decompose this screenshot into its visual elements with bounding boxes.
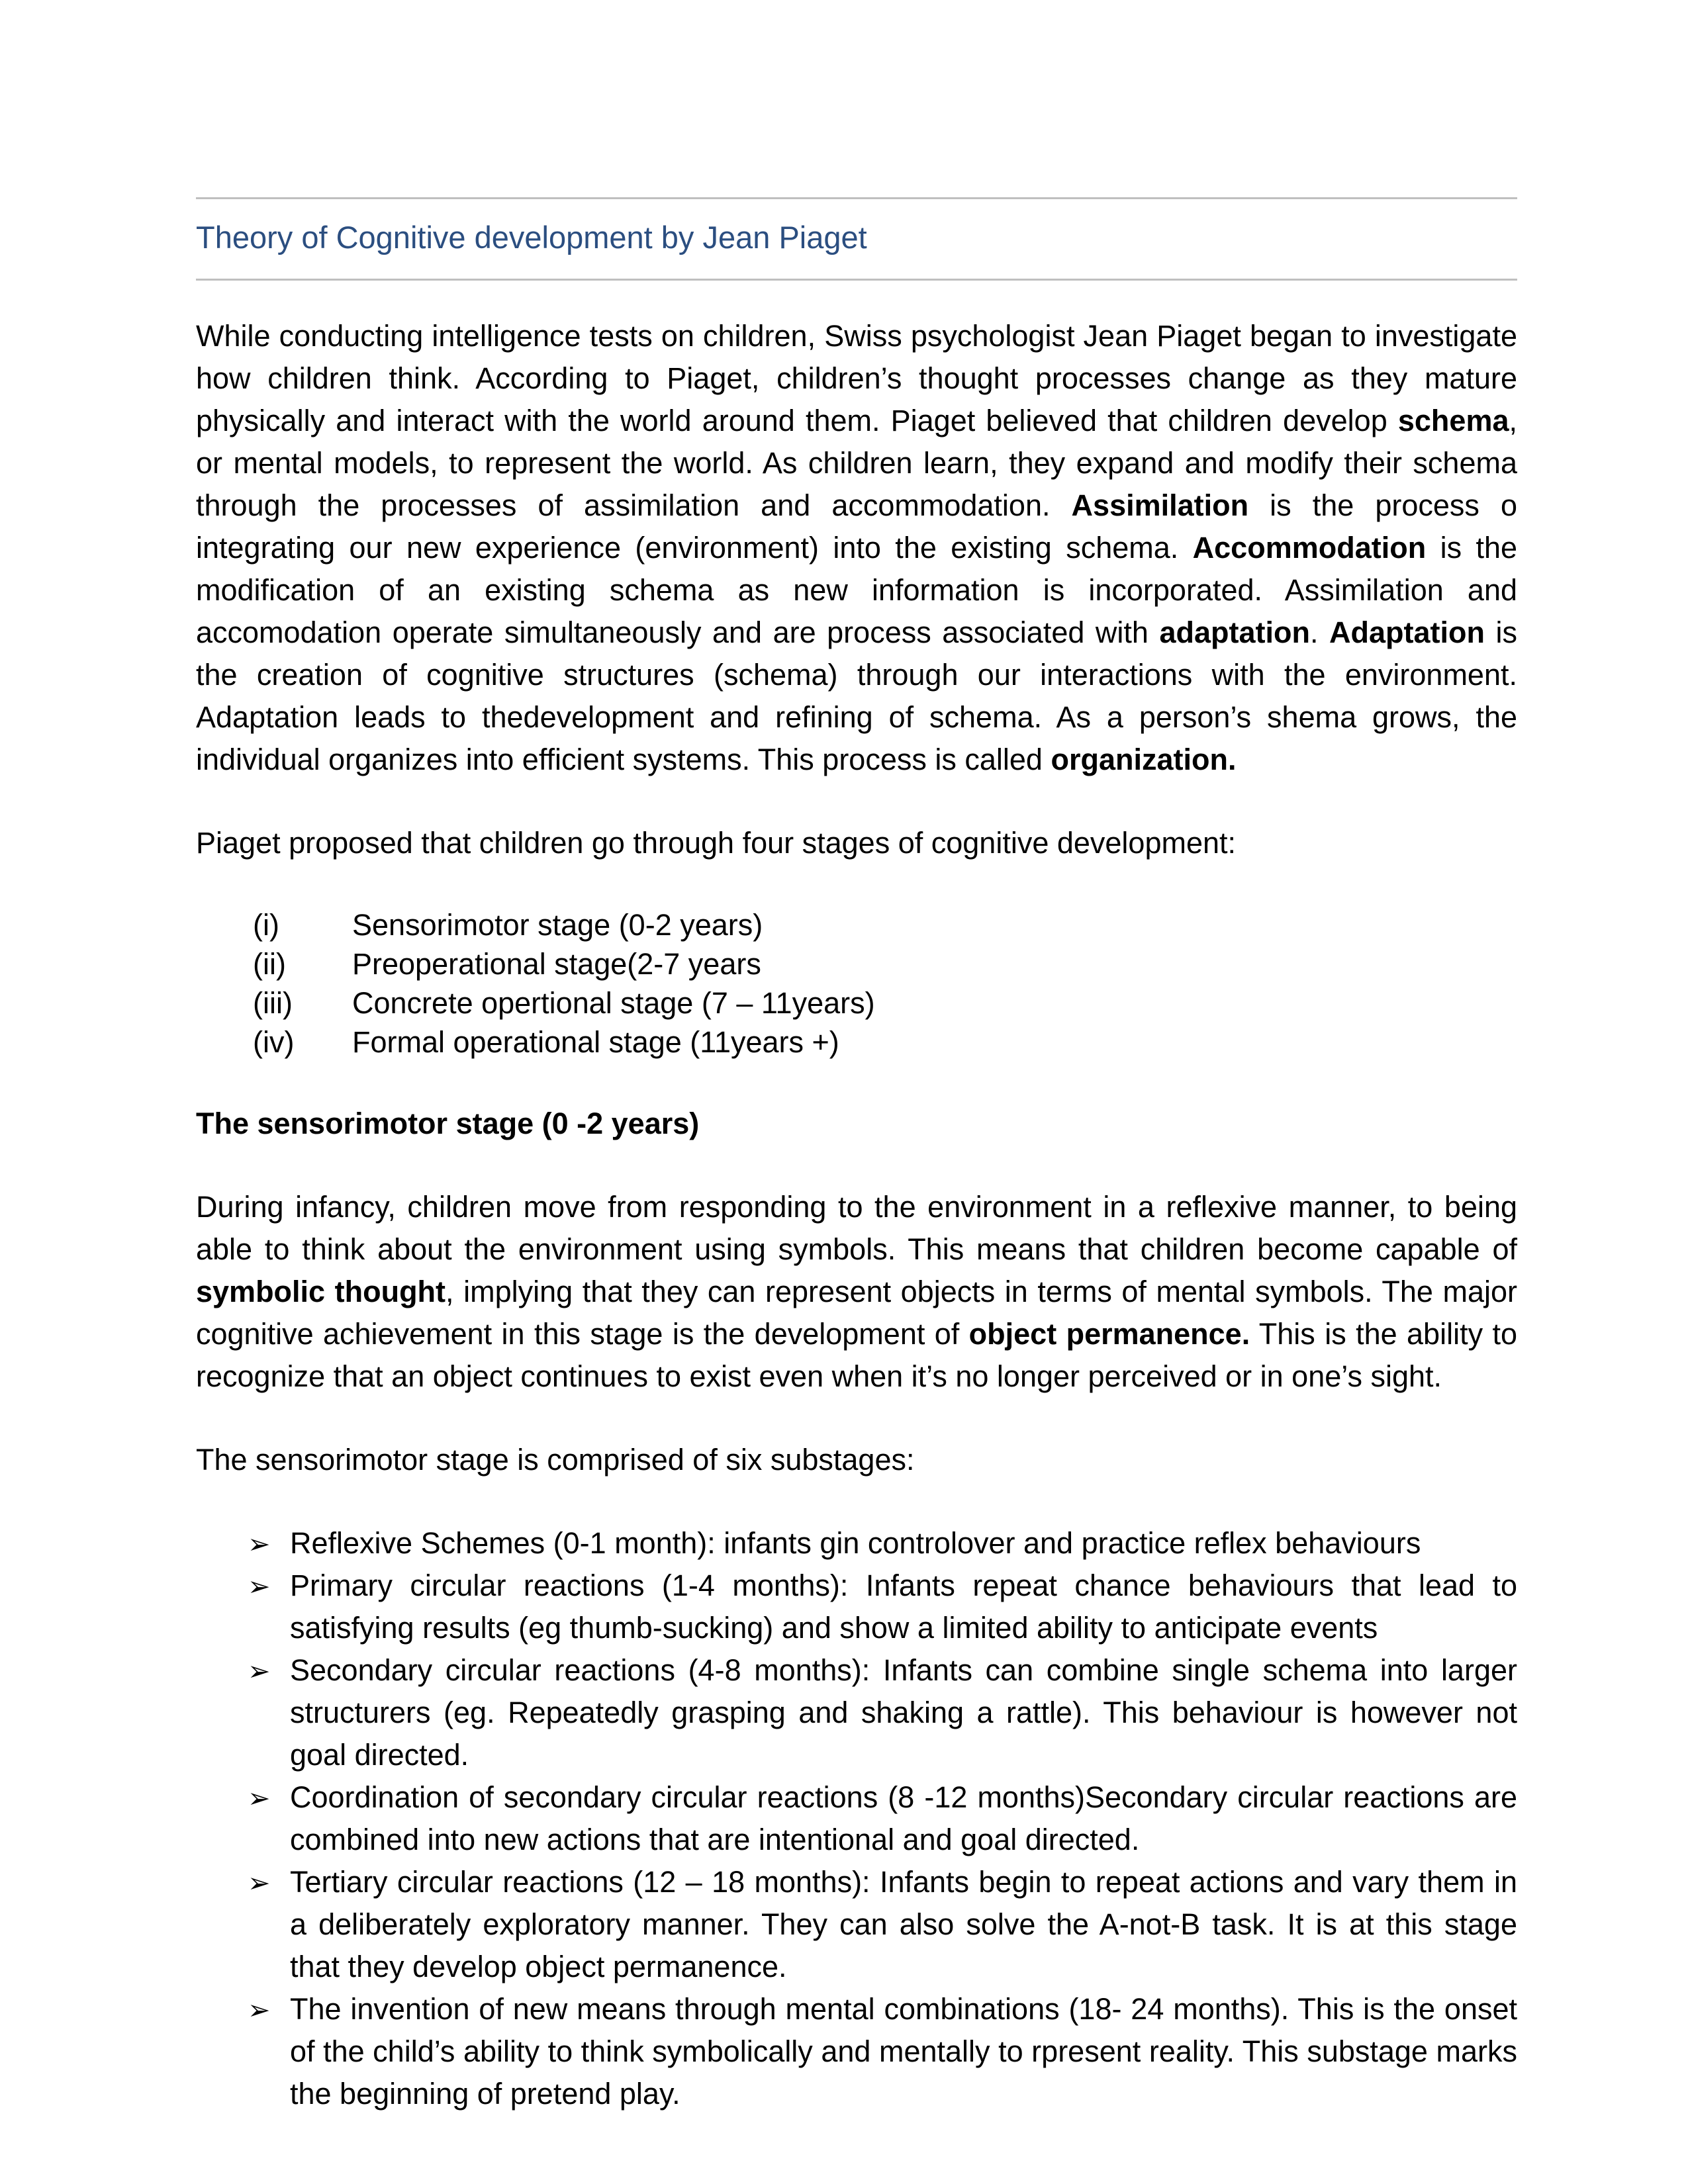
paragraph: The sensorimotor stage is comprised of six substages: xyxy=(196,1443,915,1477)
list-item-text: Primary circular reactions (1-4 months): Infants repeat chance behaviours that lead to satisfying results (eg thumb-sucking) and show a limited ability to anticipate events xyxy=(290,1569,1517,1645)
roman-list-item xyxy=(196,944,1517,983)
list-item-text: Concrete opertional stage (7 – 11years) xyxy=(352,986,875,1020)
arrow-bullet-icon: ➢ xyxy=(248,1570,271,1602)
arrow-bullet-icon: ➢ xyxy=(248,1994,271,2026)
arrow-bullet-icon: ➢ xyxy=(248,1782,271,1814)
bold-text: organization. xyxy=(1051,743,1237,776)
list-item-text: Sensorimotor stage (0-2 years) xyxy=(352,908,763,942)
list-marker: (i) xyxy=(253,908,279,942)
list-marker: (ii) xyxy=(253,947,286,981)
bullet-list-item xyxy=(196,1988,1517,2115)
bold-text: schema xyxy=(1397,404,1509,437)
title-top-rule xyxy=(196,197,1517,199)
document-body xyxy=(196,315,1517,2115)
list-item-text: Preoperational stage(2-7 years xyxy=(352,947,761,981)
paragraph: During infancy, children move from responding to the environment in a reflexive manner, to being able to think about the environment using symbols. This means that children become capable of symbolic thought, implying that they can represent objects in terms of mental symbols. The major cognitive achievement in this stage is the development of object permanence. This is the ability to recognize that an object continues to exist even when it’s no longer perceived or in one’s sight. xyxy=(196,1190,1518,1393)
arrow-bullet-icon: ➢ xyxy=(248,1867,271,1899)
bullet-list-item xyxy=(196,1565,1517,1649)
bold-text: adaptation xyxy=(1159,615,1310,649)
list-item-text: Tertiary circular reactions (12 – 18 months): Infants begin to repeat actions and vary them in a deliberately exploratory manner. They can also solve the A-not-B task. It is at this stage that they develop object permanence. xyxy=(290,1865,1517,1983)
roman-list-item xyxy=(196,905,1517,944)
document-title: Theory of Cognitive development by Jean Piaget xyxy=(196,220,867,255)
arrow-bullet-icon: ➢ xyxy=(248,1655,271,1687)
bold-text: object permanence. xyxy=(968,1317,1250,1351)
bold-text: Assimilation xyxy=(1071,488,1249,522)
roman-numeral-list xyxy=(196,905,1517,1062)
list-marker: (iv) xyxy=(253,1025,295,1059)
bullet-list-item xyxy=(196,1776,1517,1861)
list-item-text: Secondary circular reactions (4-8 months): Infants can combine single schema into larger structurers (eg. Repeatedly grasping and shaking a rattle). This behaviour is however not goal directed. xyxy=(290,1653,1517,1772)
arrow-bullet-icon: ➢ xyxy=(248,1528,271,1560)
list-item-text: Formal operational stage (11years +) xyxy=(352,1025,839,1059)
bold-text: symbolic thought xyxy=(196,1275,446,1308)
bold-text: Adaptation xyxy=(1329,615,1485,649)
paragraph: Piaget proposed that children go through four stages of cognitive development: xyxy=(196,826,1237,860)
list-item-text: Coordination of secondary circular reactions (8 -12 months)Secondary circular reactions are combined into new actions that are intentional and goal directed. xyxy=(290,1780,1517,1856)
roman-list-item xyxy=(196,1023,1517,1062)
arrow-bullet-list xyxy=(196,1522,1517,2115)
bold-text: Accommodation xyxy=(1192,531,1427,565)
list-item-text: The invention of new means through mental combinations (18- 24 months). This is the onset of the child’s ability to think symbolically and mentally to rpresent reality. This substage marks the beginning of pretend play. xyxy=(290,1992,1517,2111)
bullet-list-item xyxy=(196,1522,1517,1565)
section-heading: The sensorimotor stage (0 -2 years) xyxy=(196,1107,700,1140)
paragraph: While conducting intelligence tests on children, Swiss psychologist Jean Piaget began to investigate how children think. According to Piaget, children’s thought processes change as they mature physically and interact with the world around them. Piaget believed that children develop schema, or mental models, to represent the world. As children learn, they expand and modify their schema through the processes of assimilation and accommodation. Assimilation is the process o integrating our new experience (environment) into the existing schema. Accommodation is the modification of an existing schema as new information is incorporated. Assimilation and accomodation operate simultaneously and are process associated with adaptation. Adaptation is the creation of cognitive structures (schema) through our interactions with the environment. Adaptation leads to thedevelopment and refining of schema. As a person’s shema grows, the individual organizes into efficient systems. This process is called organization. xyxy=(196,319,1518,776)
list-marker: (iii) xyxy=(253,986,293,1020)
list-item-text: Reflexive Schemes (0-1 month): infants gin controlover and practice reflex behaviours xyxy=(290,1526,1421,1560)
bullet-list-item xyxy=(196,1861,1517,1988)
bullet-list-item xyxy=(196,1649,1517,1776)
roman-list-item xyxy=(196,983,1517,1023)
title-bottom-rule xyxy=(196,279,1517,281)
